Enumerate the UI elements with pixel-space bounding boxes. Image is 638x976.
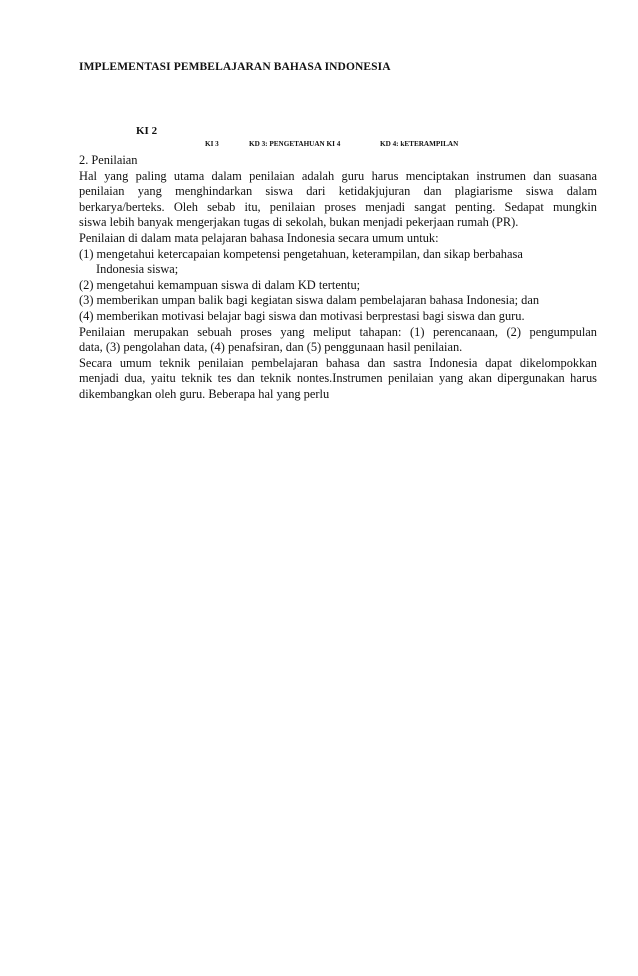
ki2-label: KI 2	[136, 125, 158, 137]
ki3-header: KI 3	[205, 140, 219, 148]
paragraph1-line: Hal yang paling utama dalam penilaian adalah guru harus menciptakan instrumen dan suasana	[79, 168, 597, 183]
paragraph3-line: dikembangkan oleh guru. Beberapa hal yang perlu	[79, 386, 330, 401]
list-item-2: (2) mengetahui kemampuan siswa di dalam KD tertentu;	[79, 277, 361, 292]
body-text	[79, 153, 597, 403]
intro-line: Penilaian di dalam mata pelajaran bahasa Indonesia secara umum untuk:	[79, 230, 439, 245]
paragraph3-line: menjadi dua, yaitu teknik tes dan teknik nontes.Instrumen penilaian yang akan dipergunakan harus	[79, 371, 597, 386]
paragraph2-line: data, (3) pengolahan data, (4) penafsiran, dan (5) penggunaan hasil penilaian.	[79, 340, 463, 355]
section-heading: 2. Penilaian	[79, 153, 138, 167]
paragraph3-line: Secara umum teknik penilaian pembelajaran bahasa dan sastra Indonesia dapat dikelompokkan	[79, 355, 597, 370]
paragraph2-line: Penilaian merupakan sebuah proses yang meliput tahapan: (1) perencanaan, (2) pengumpulan	[79, 324, 597, 339]
list-item-1-continuation: Indonesia siswa;	[96, 262, 179, 277]
kd3-header: KD 3: PENGETAHUAN KI 4	[249, 140, 341, 148]
paragraph1-line: penilaian yang menghindarkan siswa dari ketidakjujuran dan plagiarisme siswa dalam	[79, 184, 597, 199]
paragraph1-line: berkarya/berteks. Oleh sebab itu, penilaian proses menjadi sangat penting. Sedapat mungkin	[79, 199, 597, 214]
kd4-header: KD 4: kETERAMPILAN	[380, 140, 459, 148]
paragraph1-line: siswa lebih banyak mengerjakan tugas di sekolah, bukan menjadi pekerjaan rumah (PR).	[79, 215, 519, 230]
list-item-4: (4) memberikan motivasi belajar bagi siswa dan motivasi berprestasi bagi siswa dan guru.	[79, 308, 525, 323]
list-item-1: (1) mengetahui ketercapaian kompetensi pengetahuan, keterampilan, dan sikap berbahasa	[79, 246, 523, 261]
document-title: IMPLEMENTASI PEMBELAJARAN BAHASA INDONESIA	[79, 61, 391, 73]
list-item-3: (3) memberikan umpan balik bagi kegiatan siswa dalam pembelajaran bahasa Indonesia; dan	[79, 293, 540, 308]
